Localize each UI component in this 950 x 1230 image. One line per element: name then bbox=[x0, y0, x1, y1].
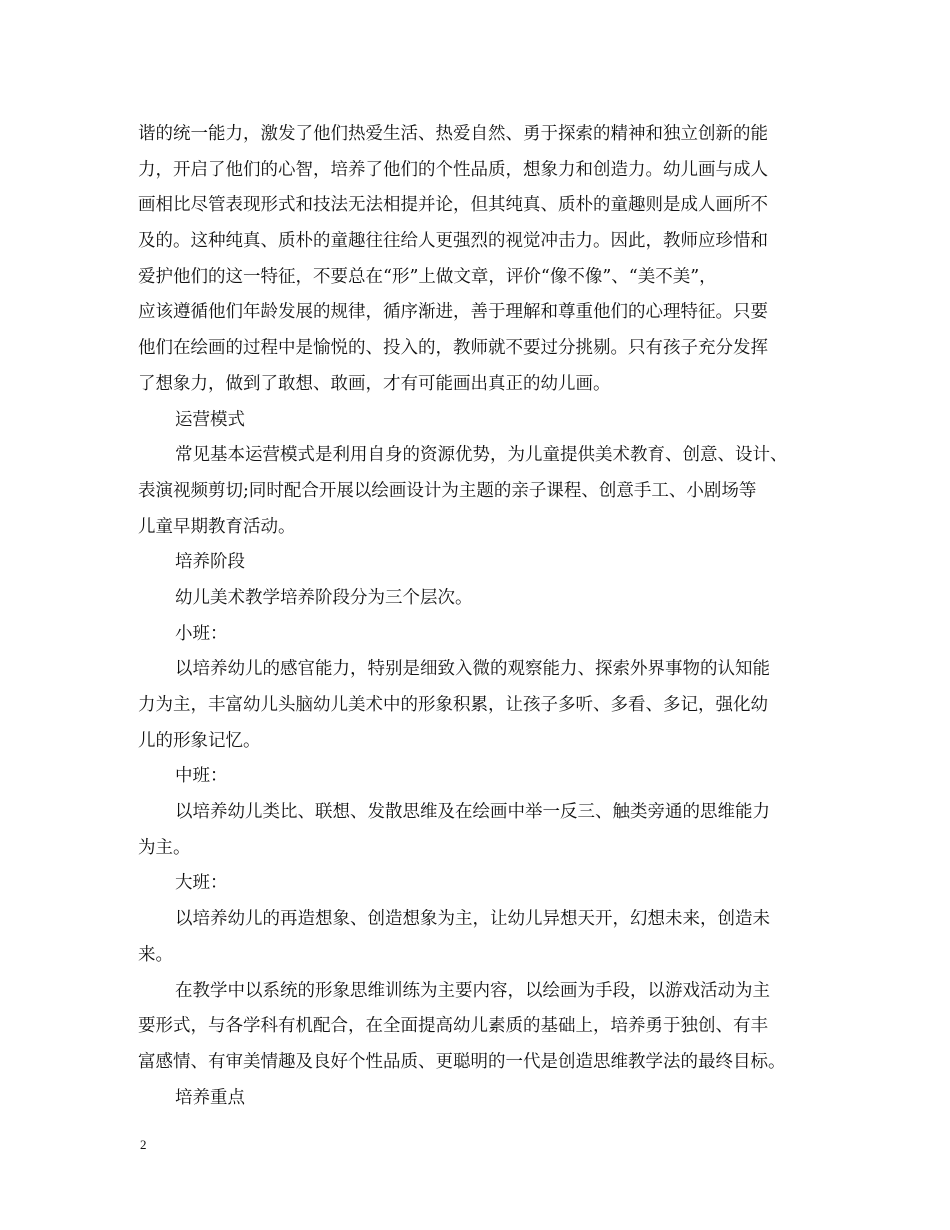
text-line: 力为主，丰富幼儿头脑幼儿美术中的形象积累，让孩子多听、多看、多记，强化幼 bbox=[138, 695, 768, 715]
text-line: 他们在绘画的过程中是愉悦的、投入的，教师就不要过分挑剔。只有孩子充分发挥 bbox=[138, 338, 768, 359]
text-line: 为主。 bbox=[138, 837, 191, 858]
page-number: 2 bbox=[140, 1137, 147, 1152]
text-line: 应该遵循他们年龄发展的规律，循序渐进，善于理解和尊重他们的心理特征。只要 bbox=[138, 302, 768, 323]
text-line: 儿的形象记忆。 bbox=[138, 730, 261, 751]
text-line: 培养阶段 bbox=[175, 552, 245, 573]
text-line: 大班： bbox=[175, 873, 228, 894]
text-line: 富感情、有审美情趣及良好个性品质、更聪明的一代是创造思维教学法的最终目标。 bbox=[138, 1051, 786, 1072]
body-text bbox=[138, 117, 828, 1116]
text-line: 以培养幼儿的感官能力，特别是细致入微的观察能力、探索外界事物的认知能 bbox=[175, 659, 770, 680]
text-line: 表演视频剪切;同时配合开展以绘画设计为主题的亲子课程、创意手工、小剧场等 bbox=[138, 480, 757, 501]
text-line: 以培养幼儿类比、联想、发散思维及在绘画中举一反三、触类旁通的思维能力 bbox=[175, 802, 770, 823]
text-line: 力，开启了他们的心智，培养了他们的个性品质，想象力和创造力。幼儿画与成人 bbox=[138, 159, 768, 180]
text-line: 来。 bbox=[138, 944, 173, 965]
text-line: 以培养幼儿的再造想象、创造想象为主，让幼儿异想天开，幻想未来，创造未 bbox=[175, 909, 770, 930]
text-line: 在教学中以系统的形象思维训练为主要内容，以绘画为手段，以游戏活动为主 bbox=[175, 980, 770, 1001]
text-line: 中班： bbox=[175, 766, 228, 787]
text-line: 培养重点 bbox=[175, 1087, 245, 1108]
text-line: 幼儿美术教学培养阶段分为三个层次。 bbox=[175, 587, 473, 608]
text-line: 爱护他们的这一特征，不要总在“形”上做文章，评价“像不像”、“美不美”， bbox=[138, 266, 717, 287]
text-line: 儿童早期教育活动。 bbox=[138, 516, 296, 537]
text-line: 要形式，与各学科有机配合，在全面提高幼儿素质的基础上，培养勇于独创、有丰 bbox=[138, 1016, 768, 1037]
text-line: 谐的统一能力，激发了他们热爱生活、热爱自然、勇于探索的精神和独立创新的能 bbox=[138, 124, 768, 144]
text-line: 及的。这种纯真、质朴的童趣往往给人更强烈的视觉冲击力。因此，教师应珍惜和 bbox=[138, 231, 768, 252]
text-line: 小班： bbox=[175, 623, 228, 644]
text-line: 了想象力，做到了敢想、敢画，才有可能画出真正的幼儿画。 bbox=[138, 373, 611, 394]
text-line: 画相比尽管表现形式和技法无法相提并论，但其纯真、质朴的童趣则是成人画所不 bbox=[138, 195, 768, 216]
text-line: 运营模式 bbox=[175, 409, 245, 430]
text-line: 常见基本运营模式是利用自身的资源优势，为儿童提供美术教育、创意、设计、 bbox=[175, 445, 788, 466]
